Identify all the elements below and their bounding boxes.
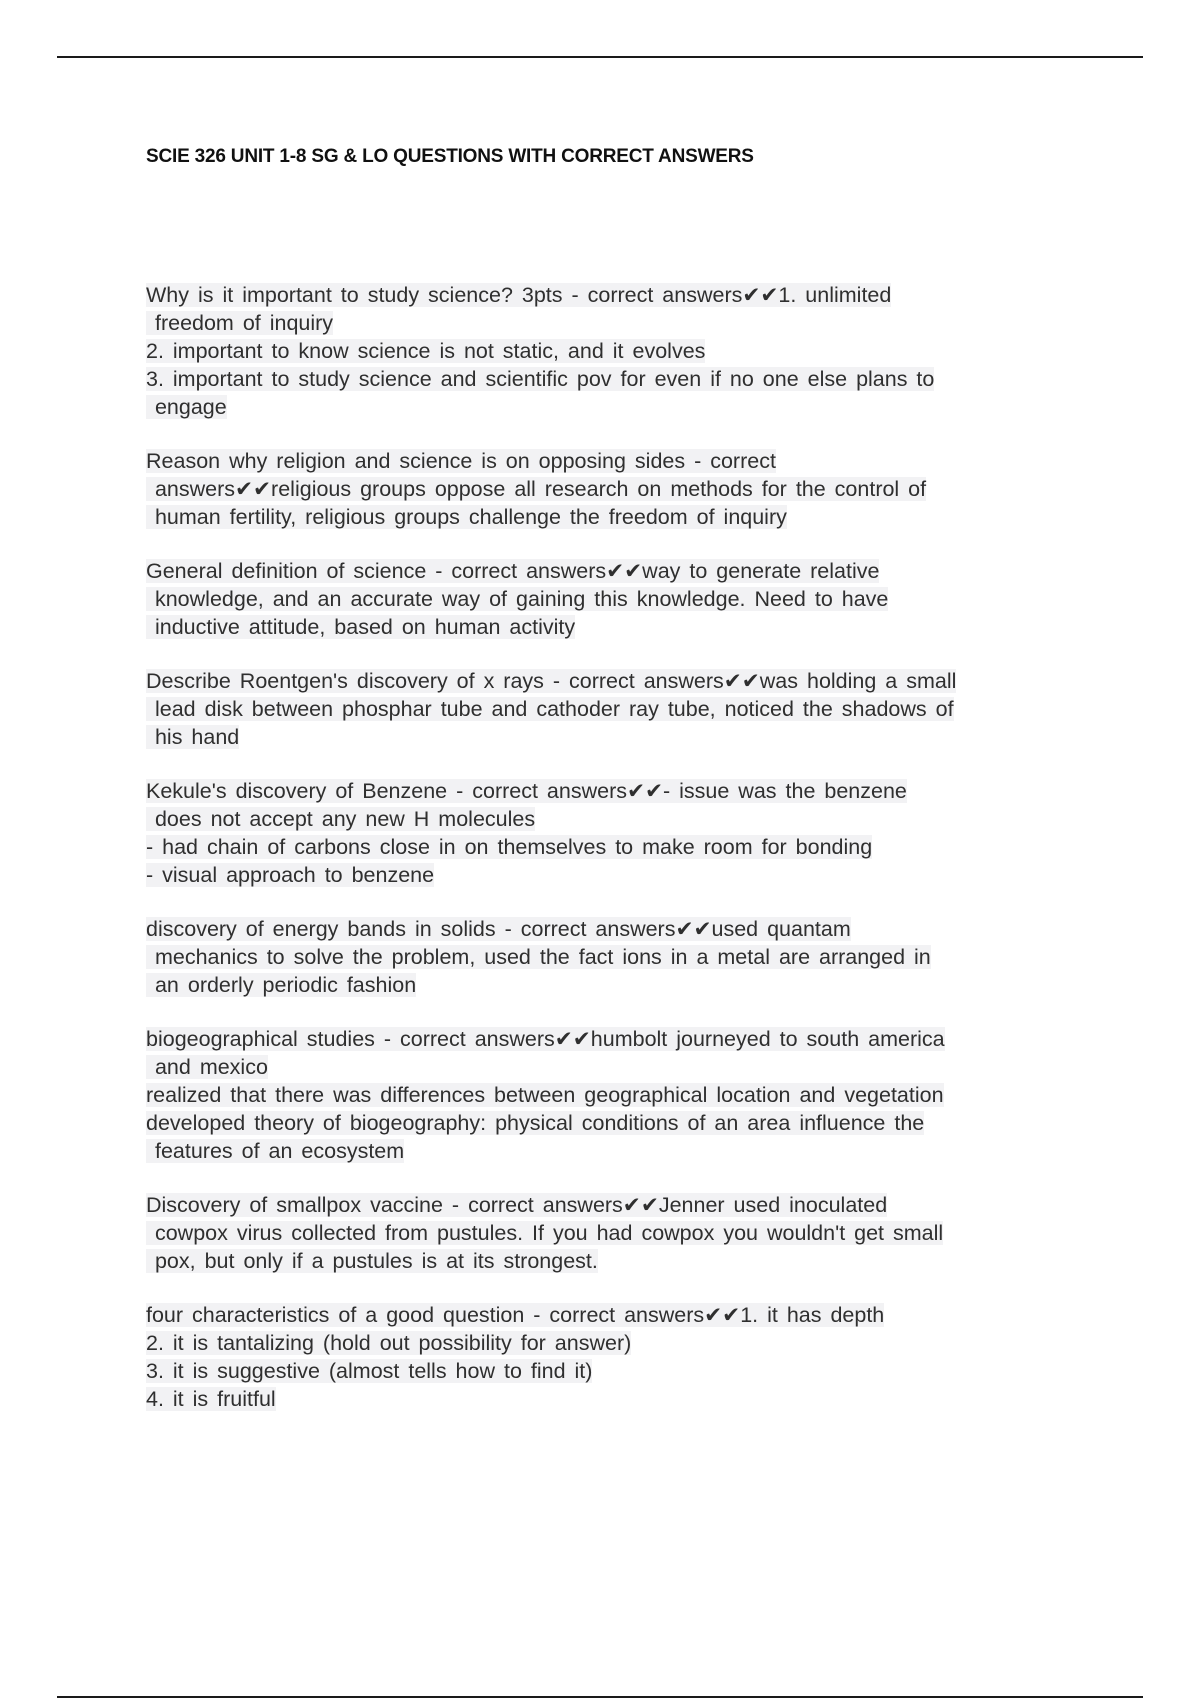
qa-line-text: Kekule's discovery of Benzene - correct answers✔✔- issue was the benzene [146,779,907,803]
qa-line [146,943,1096,971]
qa-line-text: an orderly periodic fashion [146,973,417,997]
qa-line [146,585,1096,613]
qa-line-text: General definition of science - correct answers✔✔way to generate relative [146,559,880,583]
qa-line [146,1329,1096,1357]
qa-line [146,447,1096,475]
qa-line [146,1219,1096,1247]
qa-line-text: pox, but only if a pustules is at its strongest. [146,1249,598,1273]
qa-line [146,1247,1096,1275]
qa-line-text: - visual approach to benzene [146,863,435,887]
qa-line [146,695,1096,723]
qa-line-text: discovery of energy bands in solids - correct answers✔✔used quantam [146,917,851,941]
qa-line [146,1191,1096,1219]
qa-line-text: realized that there was differences between geographical location and vegetation [146,1083,944,1107]
qa-line [146,667,1096,695]
qa-line-text: 2. it is tantalizing (hold out possibility for answer) [146,1331,632,1355]
qa-line-text: does not accept any new H molecules [146,807,536,831]
qa-line [146,475,1096,503]
qa-block [146,777,1096,889]
qa-line [146,833,1096,861]
qa-line [146,309,1096,337]
qa-line [146,503,1096,531]
qa-line [146,1025,1096,1053]
qa-line [146,557,1096,585]
qa-line [146,1109,1096,1137]
qa-line-text: Reason why religion and science is on opposing sides - correct [146,449,776,473]
qa-line [146,613,1096,641]
qa-line-text: cowpox virus collected from pustules. If you had cowpox you wouldn't get small [146,1221,944,1245]
qa-line [146,971,1096,999]
qa-line-text: and mexico [146,1055,268,1079]
top-rule [57,56,1143,58]
qa-line-text: 3. important to study science and scientific pov for even if no one else plans to [146,367,935,391]
qa-block [146,1301,1096,1413]
qa-line [146,1301,1096,1329]
qa-line [146,915,1096,943]
qa-line-text: knowledge, and an accurate way of gaining this knowledge. Need to have [146,587,889,611]
qa-line [146,393,1096,421]
qa-line-text: - had chain of carbons close in on themselves to make room for bonding [146,835,873,859]
qa-line [146,805,1096,833]
qa-block [146,1025,1096,1165]
qa-line [146,777,1096,805]
qa-line-text: Why is it important to study science? 3pts - correct answers✔✔1. unlimited [146,283,892,307]
qa-line [146,861,1096,889]
qa-line-text: biogeographical studies - correct answers✔✔humbolt journeyed to south america [146,1027,945,1051]
bottom-rule [57,1696,1143,1698]
qa-line-text: developed theory of biogeography: physical conditions of an area influence the [146,1111,925,1135]
qa-line-text: mechanics to solve the problem, used the fact ions in a metal are arranged in [146,945,931,969]
qa-block [146,281,1096,421]
qa-line-text: Discovery of smallpox vaccine - correct answers✔✔Jenner used inoculated [146,1193,888,1217]
qa-line [146,337,1096,365]
qa-line [146,1137,1096,1165]
qa-block [146,1191,1096,1275]
qa-list [146,281,1096,1439]
qa-block [146,667,1096,751]
qa-block [146,447,1096,531]
qa-block [146,557,1096,641]
qa-line-text: features of an ecosystem [146,1139,405,1163]
qa-line-text: 2. important to know science is not static, and it evolves [146,339,706,363]
document-title: SCIE 326 UNIT 1-8 SG & LO QUESTIONS WITH CORRECT ANSWERS [146,146,754,167]
qa-line-text: four characteristics of a good question - correct answers✔✔1. it has depth [146,1303,885,1327]
qa-line-text: Describe Roentgen's discovery of x rays - correct answers✔✔was holding a small [146,669,957,693]
qa-block [146,915,1096,999]
qa-line-text: answers✔✔religious groups oppose all research on methods for the control of [146,477,927,501]
qa-line [146,1385,1096,1413]
qa-line [146,365,1096,393]
qa-line-text: engage [146,395,227,419]
qa-line-text: 3. it is suggestive (almost tells how to find it) [146,1359,593,1383]
qa-line [146,281,1096,309]
qa-line [146,1053,1096,1081]
qa-line-text: human fertility, religious groups challenge the freedom of inquiry [146,505,787,529]
qa-line [146,723,1096,751]
qa-line-text: inductive attitude, based on human activity [146,615,576,639]
qa-line-text: lead disk between phosphar tube and cathoder ray tube, noticed the shadows of [146,697,954,721]
qa-line-text: his hand [146,725,240,749]
qa-line [146,1081,1096,1109]
qa-line-text: 4. it is fruitful [146,1387,276,1411]
qa-line-text: freedom of inquiry [146,311,334,335]
qa-line [146,1357,1096,1385]
